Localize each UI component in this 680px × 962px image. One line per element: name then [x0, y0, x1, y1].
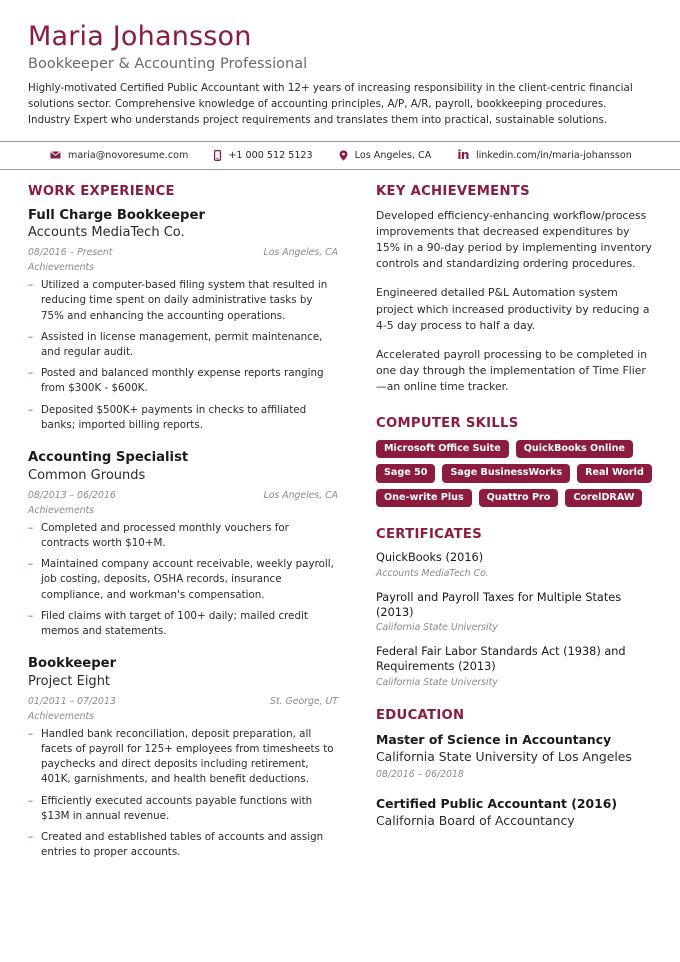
contact-location-text: Los Angeles, CA [354, 149, 432, 161]
experience-bullets [28, 278, 338, 433]
skill-tag: Sage BusinessWorks [442, 464, 570, 483]
experience-bullets [28, 727, 338, 861]
contact-email-text: maria@novoresume.com [68, 149, 189, 161]
skill-tag: Quattro Pro [479, 489, 559, 508]
experience-location: Los Angeles, CA [263, 247, 338, 259]
experience-company: Common Grounds [28, 467, 146, 483]
experience-location: St. George, UT [270, 695, 338, 707]
skill-tag: One-write Plus [376, 489, 472, 508]
experience-sublabel: Achievements [28, 710, 95, 722]
bullet-item: – Efficiently executed accounts payable functions with $13M in annual revenue. [28, 794, 338, 824]
experience-meta [28, 490, 338, 501]
experience-entry [28, 656, 338, 860]
contact-linkedin[interactable] [457, 149, 631, 161]
education-degree: Certified Public Accountant (2016) [376, 795, 618, 811]
section-title-key-achievements: KEY ACHIEVEMENTS [376, 183, 530, 199]
professional-summary: Highly-motivated Certified Public Accountant with 12+ years of increasing responsibility in the client-centric financial solutions sector. Comprehensive knowledge of accounting principles, A/P, A/R, payroll, bookkeeping procedures. Industry Expert who understands project requirements and translates them into practical, sustainable solutions. [28, 81, 633, 126]
experience-job-title: Bookkeeper [28, 656, 117, 672]
section-title-education: EDUCATION [376, 707, 465, 723]
bullet-item: – Handled bank reconciliation, deposit preparation, all facets of payroll for 125+ employees from timesheets to paychecks and direct deposits including retirement, 401K, garnishments, and health benefit deductions. [28, 727, 338, 788]
bullet-item: – Assisted in license management, permit maintenance, and regular audit. [28, 330, 338, 360]
education-item [376, 796, 652, 829]
certificate-issuer: Accounts MediaTech Co. [376, 568, 489, 579]
certificate-issuer: California State University [376, 676, 498, 688]
experience-meta [28, 696, 338, 707]
certificate-issuer: California State University [376, 622, 498, 634]
certificate-name: QuickBooks (2016) [376, 551, 484, 565]
location-pin-icon [339, 150, 348, 161]
section-title-certificates: CERTIFICATES [376, 527, 483, 543]
experience-location: Los Angeles, CA [263, 489, 338, 501]
skill-tag: Real World [577, 464, 652, 483]
bullet-item: – Filed claims with target of 100+ daily; mailed credit memos and statements. [28, 609, 338, 639]
bullet-item: – Created and established tables of accounts and assign entries to proper accounts. [28, 830, 338, 860]
experience-company: Project Eight [28, 673, 111, 689]
candidate-name: Maria Johansson [28, 21, 252, 52]
section-key-achievements [376, 184, 652, 396]
education-school: California State University of Los Angeles [376, 748, 632, 764]
section-education [376, 708, 652, 830]
skill-tag: Sage 50 [376, 464, 435, 483]
certificate-name: Payroll and Payroll Taxes for Multiple States (2013) [376, 591, 622, 619]
section-work-experience [28, 184, 338, 861]
experience-meta [28, 247, 338, 258]
section-title-computer-skills: COMPUTER SKILLS [376, 415, 519, 431]
experience-date: 08/2016 – Present [28, 247, 113, 259]
contact-location[interactable] [339, 150, 432, 161]
contact-phone-text: +1 000 512 5123 [228, 149, 313, 161]
candidate-headline: Bookkeeper & Accounting Professional [28, 55, 308, 72]
contact-phone[interactable] [214, 150, 312, 161]
experience-job-title: Accounting Specialist [28, 450, 189, 466]
skill-tag: Microsoft Office Suite [376, 440, 509, 459]
achievement-paragraph: Accelerated payroll processing to be completed in one day through the implementation of Time Flier—an online time tracker. [376, 347, 648, 394]
experience-entry [28, 450, 338, 639]
experience-entry [28, 208, 338, 434]
experience-bullets [28, 521, 338, 640]
envelope-icon [50, 151, 61, 159]
bullet-item: – Maintained company account receivable, weekly payroll, job costing, deposits, OSHA records, insurance compliance, and workman's compensation. [28, 557, 338, 603]
contact-linkedin-text: linkedin.com/in/maria-johansson [475, 149, 632, 161]
section-certificates [376, 527, 652, 687]
left-column [28, 184, 338, 861]
skill-tag-list [376, 440, 652, 508]
bullet-item: – Posted and balanced monthly expense reports ranging from $300K - $600K. [28, 366, 338, 396]
experience-company: Accounts MediaTech Co. [28, 225, 185, 241]
right-column [376, 184, 652, 830]
bullet-item: – Deposited $500K+ payments in checks to affiliated banks; imported billing reports. [28, 403, 338, 433]
education-item [376, 732, 652, 780]
experience-date: 08/2013 – 06/2016 [28, 489, 116, 501]
education-date: 08/2016 – 06/2018 [376, 768, 464, 780]
education-school: California Board of Accountancy [376, 813, 575, 829]
education-degree: Master of Science in Accountancy [376, 731, 612, 747]
certificate-item [376, 591, 652, 633]
certificate-item [376, 551, 652, 579]
section-computer-skills [376, 416, 652, 508]
contact-bar [0, 141, 680, 170]
achievement-paragraph: Engineered detailed P&L Automation system project which increased productivity by reducing a 4-5 day process to half a day. [376, 286, 650, 332]
experience-sublabel: Achievements [28, 262, 95, 274]
phone-icon [214, 150, 221, 161]
resume-body [0, 170, 680, 861]
bullet-item: – Utilized a computer-based filing system that resulted in reducing time spent on daily administrative tasks by 75% and enhancing the accounting operations. [28, 278, 338, 324]
skill-tag: QuickBooks Online [516, 440, 633, 459]
contact-email[interactable] [50, 150, 188, 161]
skill-tag: CorelDRAW [565, 489, 642, 508]
bullet-item: – Completed and processed monthly vouchers for contracts worth $10+M. [28, 521, 338, 551]
resume-header [0, 0, 680, 129]
certificate-item [376, 645, 652, 687]
linkedin-icon: in [457, 148, 469, 163]
achievement-paragraph: Developed efficiency-enhancing workflow/process improvements that decreased expenditures by 15% in a 90-day period by implementing inventory controls and standardizing ordering procedures. [376, 208, 652, 271]
experience-date: 01/2011 – 07/2013 [28, 695, 116, 707]
experience-sublabel: Achievements [28, 504, 95, 516]
section-title-work-experience: WORK EXPERIENCE [28, 183, 175, 199]
certificate-name: Federal Fair Labor Standards Act (1938) and Requirements (2013) [376, 645, 626, 674]
experience-job-title: Full Charge Bookkeeper [28, 207, 205, 223]
